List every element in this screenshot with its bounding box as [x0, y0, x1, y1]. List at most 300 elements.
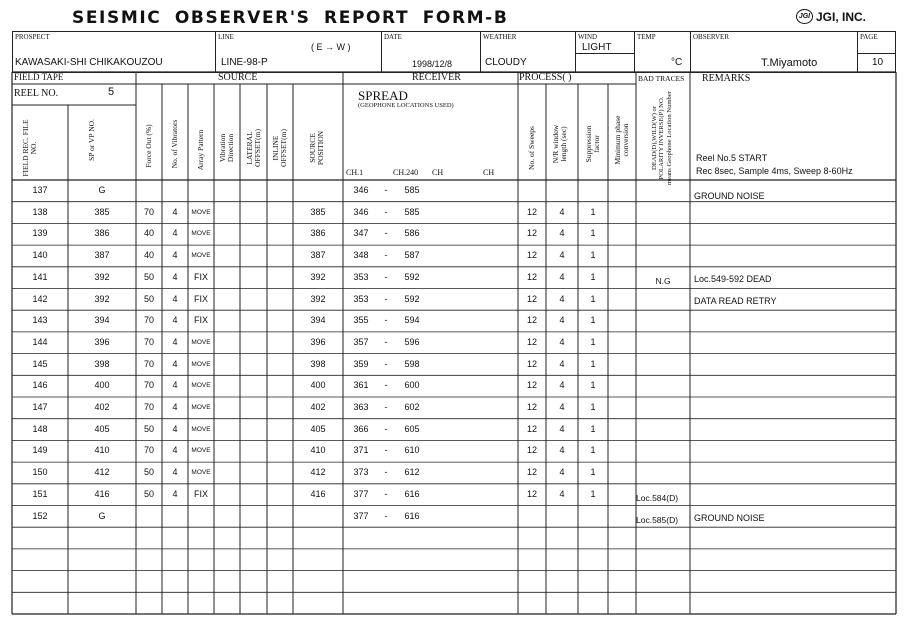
cell-ch240	[395, 549, 429, 571]
cell-remark	[694, 247, 894, 269]
cell-file: 151	[32, 488, 48, 499]
cell-sp: 412	[94, 467, 110, 478]
cell-pos: 385	[310, 206, 326, 217]
cell-vib	[162, 506, 188, 528]
table-row	[0, 592, 911, 614]
cell-sp: 402	[94, 402, 110, 412]
cell-arr: MOVE	[191, 252, 211, 260]
cell-sp: 416	[94, 488, 110, 499]
cell-ch240: 596	[404, 336, 420, 347]
cell-force: 40	[143, 250, 154, 261]
cell-sup: 1	[590, 315, 596, 326]
cell-file: 146	[32, 380, 48, 391]
cell-sp: 386	[94, 228, 110, 239]
cell-pos: 387	[310, 250, 326, 261]
cell-sw	[518, 506, 546, 528]
cell-sw	[518, 549, 546, 571]
cell-sup	[578, 549, 608, 571]
cell-dash: -	[384, 402, 388, 412]
cell-sup	[578, 592, 608, 614]
cell-sw	[518, 527, 546, 549]
table-row	[0, 332, 911, 354]
cell-sw: 12	[526, 488, 537, 499]
cell-ch1: 353	[353, 293, 369, 304]
cell-file	[12, 527, 68, 549]
cell-remark	[694, 204, 894, 226]
cell-sup: 1	[590, 423, 596, 434]
cell-nr	[546, 527, 578, 549]
cell-pos	[293, 527, 343, 549]
cell-ch1	[345, 527, 377, 549]
prospect-label: PROSPECT	[15, 33, 50, 41]
cell-arr: MOVE	[191, 382, 211, 390]
cell-dash: -	[384, 380, 388, 391]
col-vibration-direction: Vibration Direction	[218, 133, 235, 163]
cell-pos: 416	[310, 488, 326, 499]
cell-vib: 4	[172, 467, 178, 478]
cell-sup: 1	[590, 206, 596, 217]
line-value: LINE-98-P	[221, 57, 268, 68]
cell-pos: 405	[310, 423, 326, 434]
cell-pos: 410	[310, 445, 326, 456]
table-row	[0, 180, 911, 202]
col-inline-offset: INLINE OFFSET(m)	[271, 129, 288, 167]
cell-remark	[694, 334, 894, 356]
cell-ch1: 371	[353, 445, 369, 456]
cell-sp: 396	[94, 336, 110, 347]
weather-label: WEATHER	[483, 33, 517, 41]
cell-force: 50	[143, 467, 154, 478]
cell-ch240: 587	[404, 250, 420, 261]
cell-force: 70	[143, 402, 154, 412]
reel-label: REEL NO.	[14, 88, 59, 99]
spread-label: SPREAD	[358, 88, 408, 103]
cell-vib: 4	[172, 423, 178, 434]
form-title: SEISMIC OBSERVER'S REPORT FORM-B	[72, 8, 509, 28]
cell-sw	[518, 180, 546, 202]
cell-ch1: 377	[353, 510, 369, 521]
prospect-value: KAWASAKI-SHI CHIKAKOUZOU	[15, 57, 163, 68]
cell-vib	[162, 527, 188, 549]
cell-force	[136, 592, 162, 614]
cell-file: 140	[32, 250, 48, 261]
cell-dash: -	[384, 423, 388, 434]
cell-sup: 1	[590, 250, 596, 261]
table-row	[0, 397, 911, 419]
cell-pos: 402	[310, 402, 326, 412]
cell-ch240: 594	[404, 315, 420, 326]
cell-sup: 1	[590, 271, 596, 282]
cell-dash: -	[384, 250, 388, 261]
cell-sp: 405	[94, 423, 110, 434]
cell-ch1: 366	[353, 423, 369, 434]
cell-ch1: 377	[353, 488, 369, 499]
cell-remark	[694, 225, 894, 247]
cell-ch1: 347	[353, 228, 369, 239]
page-label: PAGE	[860, 33, 878, 41]
cell-remark	[694, 464, 894, 486]
cell-ch240: 612	[404, 467, 420, 478]
cell-bad: Loc.585(D)	[636, 514, 679, 525]
cell-dash: -	[384, 315, 388, 326]
cell-vib: 4	[172, 358, 178, 369]
company-name: JGI, INC.	[816, 9, 867, 24]
cell-ch240: 598	[404, 358, 420, 369]
cell-force: 50	[143, 293, 154, 304]
cell-ch1	[345, 549, 377, 571]
cell-ch1: 348	[353, 250, 369, 261]
cell-sp	[68, 549, 136, 571]
cell-sp	[68, 527, 136, 549]
cell-pos	[293, 506, 343, 528]
cell-sp: 398	[94, 358, 110, 369]
table-row	[0, 462, 911, 484]
cell-sup: 1	[590, 488, 596, 499]
cell-vib: 4	[172, 293, 178, 304]
cell-nr: 4	[559, 228, 565, 239]
cell-vib: 4	[172, 445, 178, 456]
col-field-rec: FIELD REC. FILE NO.	[21, 119, 38, 177]
cell-dash: -	[384, 445, 388, 456]
page-value: 10	[872, 57, 884, 68]
cell-bad: Loc.584(D)	[636, 492, 679, 503]
cell-ch240: 605	[404, 423, 420, 434]
cell-dash: -	[384, 206, 388, 217]
cell-vib: 4	[172, 380, 178, 391]
cell-sw: 12	[526, 358, 537, 369]
cell-nr: 4	[559, 336, 565, 347]
cell-ch240: 600	[404, 380, 420, 391]
cell-vib: 4	[172, 488, 178, 499]
table-row	[0, 506, 911, 528]
cell-nr: 4	[559, 423, 565, 434]
cell-nr: 4	[559, 250, 565, 261]
temp-label: TEMP	[637, 33, 656, 41]
cell-force: 50	[143, 423, 154, 434]
remarks-header-line2: Rec 8sec, Sample 4ms, Sweep 8-60Hz	[696, 166, 853, 176]
cell-ch240: 602	[404, 402, 420, 412]
col-array-pattern: Array Pattern	[196, 129, 205, 171]
cell-arr: FIX	[193, 315, 208, 326]
cell-sp: 385	[94, 206, 110, 217]
cell-pos: 394	[310, 315, 326, 326]
col-sweeps: No. of Sweeps	[527, 126, 536, 170]
cell-nr: 4	[559, 206, 565, 217]
cell-ch1	[345, 592, 377, 614]
cell-remark: GROUND NOISE	[694, 191, 765, 201]
table-row	[0, 549, 911, 571]
cell-sup: 1	[590, 467, 596, 478]
cell-ch240: 616	[404, 488, 420, 499]
cell-remark	[694, 594, 894, 616]
cell-nr	[546, 506, 578, 528]
cell-sp: 394	[94, 315, 110, 326]
cell-file: 143	[32, 315, 48, 326]
col-source-position: SOURCE POSITION	[308, 130, 325, 166]
table-row	[0, 527, 911, 549]
cell-force: 50	[143, 488, 154, 499]
cell-force: 70	[143, 445, 154, 456]
cell-sup	[578, 180, 608, 202]
cell-dash: -	[384, 293, 388, 304]
cell-file: 152	[32, 510, 48, 521]
cell-sw	[518, 592, 546, 614]
cell-force: 70	[143, 358, 154, 369]
cell-force: 70	[143, 336, 154, 347]
cell-nr: 4	[559, 271, 565, 282]
cell-sw: 12	[526, 380, 537, 391]
cell-ch240: 610	[404, 445, 420, 456]
cell-nr	[546, 180, 578, 202]
cell-sup: 1	[590, 445, 596, 456]
cell-pos: 398	[310, 358, 326, 369]
cell-arr	[188, 180, 214, 202]
cell-file: 148	[32, 423, 48, 434]
table-row	[0, 354, 911, 376]
cell-file: 139	[32, 228, 48, 239]
table-row	[0, 289, 911, 311]
cell-file	[12, 592, 68, 614]
cell-arr: MOVE	[191, 425, 211, 433]
cell-file	[12, 549, 68, 571]
cell-arr	[188, 571, 214, 593]
cell-nr: 4	[559, 293, 565, 304]
cell-ch240	[395, 571, 429, 593]
cell-sw: 12	[526, 445, 537, 456]
cell-pos: 412	[310, 467, 326, 478]
cell-ch1: 373	[353, 467, 369, 478]
cell-ch1: 357	[353, 336, 369, 347]
table-row	[0, 310, 911, 332]
table-row	[0, 571, 911, 593]
cell-pos	[293, 549, 343, 571]
cell-ch1: 359	[353, 358, 369, 369]
cell-vib: 4	[172, 402, 178, 412]
col-suppression: Suppression factor	[584, 125, 601, 163]
process-section-label: PROCESS( )	[519, 72, 572, 83]
bad-traces-label: BAD TRACES	[638, 74, 685, 83]
receiver-section-label: RECEIVER	[412, 72, 461, 83]
ch-label-b: CH	[483, 168, 495, 177]
line-direction: ( E → W )	[311, 42, 351, 52]
cell-dash	[377, 571, 395, 593]
weather-value: CLOUDY	[485, 57, 527, 68]
cell-force	[136, 571, 162, 593]
jgi-logo-icon: JGI	[796, 9, 813, 24]
cell-sp: 392	[94, 293, 110, 304]
cell-nr	[546, 571, 578, 593]
cell-arr: MOVE	[191, 469, 211, 477]
ch1-label: CH.1	[346, 168, 364, 177]
cell-sup: 1	[590, 336, 596, 347]
spread-sublabel: (GEOPHONE LOCATIONS USED)	[358, 102, 454, 109]
cell-pos: 392	[310, 271, 326, 282]
cell-sp: 387	[94, 250, 110, 261]
col-min-phase: Minimum phase conversion	[613, 115, 630, 165]
cell-vib: 4	[172, 206, 178, 217]
cell-force: 70	[143, 206, 154, 217]
cell-sp: G	[98, 185, 106, 195]
line-label: LINE	[218, 33, 234, 41]
cell-dash: -	[384, 228, 388, 239]
table-row	[0, 223, 911, 245]
cell-dash: -	[384, 185, 388, 195]
cell-remark	[694, 442, 894, 464]
cell-remark: GROUND NOISE	[694, 512, 765, 523]
cell-sp: G	[98, 510, 106, 521]
cell-vib: 4	[172, 271, 178, 282]
cell-arr: MOVE	[191, 360, 211, 368]
cell-force	[136, 506, 162, 528]
date-label: DATE	[384, 33, 402, 41]
cell-arr	[188, 527, 214, 549]
cell-ch240: 616	[404, 510, 420, 521]
observer-label: OBSERVER	[693, 33, 730, 41]
cell-sw: 12	[526, 228, 537, 239]
cell-remark: DATA READ RETRY	[694, 295, 777, 306]
cell-arr: MOVE	[191, 404, 211, 411]
col-sp-no: SP or VP NO.	[87, 119, 96, 161]
cell-file: 149	[32, 445, 48, 456]
cell-sp: 410	[94, 445, 110, 456]
cell-sup: 1	[590, 402, 596, 412]
date-value: 1998/12/8	[412, 59, 453, 69]
cell-nr: 4	[559, 445, 565, 456]
cell-remark	[694, 529, 894, 551]
cell-remark	[694, 573, 894, 595]
observer-value: T.Miyamoto	[761, 57, 818, 69]
cell-sup	[578, 571, 608, 593]
cell-dash	[377, 592, 395, 614]
cell-sp: 392	[94, 271, 110, 282]
ch240-label: CH.240	[393, 168, 419, 177]
cell-bad: N.G	[655, 275, 671, 286]
cell-vib: 4	[172, 315, 178, 326]
cell-vib	[162, 549, 188, 571]
cell-ch240: 592	[404, 271, 420, 282]
remarks-header-line1: Reel No.5 START	[696, 153, 768, 163]
cell-dash: -	[384, 467, 388, 478]
cell-vib: 4	[172, 250, 178, 261]
cell-arr: FIX	[193, 488, 208, 499]
cell-ch240	[395, 592, 429, 614]
cell-file: 147	[32, 402, 48, 412]
cell-nr: 4	[559, 402, 565, 412]
cell-sp	[68, 592, 136, 614]
col-force-out: Force Out (%)	[144, 124, 153, 168]
cell-nr: 4	[559, 488, 565, 499]
cell-pos	[293, 592, 343, 614]
cell-sp: 400	[94, 380, 110, 391]
cell-sw: 12	[526, 293, 537, 304]
col-vibrators: No. of Vibrators	[170, 119, 179, 169]
table-row	[0, 267, 911, 289]
cell-remark	[694, 399, 894, 421]
cell-vib	[162, 592, 188, 614]
table-row	[0, 375, 911, 397]
cell-dash: -	[384, 271, 388, 282]
cell-arr: FIX	[193, 293, 208, 304]
cell-remark	[694, 312, 894, 334]
cell-nr: 4	[559, 315, 565, 326]
cell-file: 138	[32, 206, 48, 217]
cell-vib	[162, 180, 188, 202]
cell-ch240: 585	[404, 185, 420, 195]
cell-arr: MOVE	[191, 208, 211, 216]
cell-remark	[694, 486, 894, 508]
cell-sup: 1	[590, 293, 596, 304]
table-row	[0, 245, 911, 267]
cell-arr: MOVE	[191, 338, 211, 346]
cell-remark	[694, 551, 894, 573]
cell-pos	[293, 571, 343, 593]
cell-sw: 12	[526, 423, 537, 434]
temp-unit: °C	[671, 57, 683, 68]
cell-pos: 396	[310, 336, 326, 347]
cell-ch240: 592	[404, 293, 420, 304]
cell-file: 144	[32, 336, 48, 347]
cell-sw: 12	[526, 250, 537, 261]
cell-force	[136, 180, 162, 202]
table-row	[0, 440, 911, 462]
cell-pos: 392	[310, 293, 326, 304]
cell-sw: 12	[526, 467, 537, 478]
cell-arr	[188, 549, 214, 571]
cell-sw	[518, 571, 546, 593]
cell-vib: 4	[172, 228, 178, 239]
cell-dash	[377, 549, 395, 571]
table-row	[0, 419, 911, 441]
reel-number: 5	[108, 86, 115, 98]
cell-file: 145	[32, 358, 48, 369]
cell-pos: 400	[310, 380, 326, 391]
cell-nr: 4	[559, 467, 565, 478]
cell-ch1: 353	[353, 271, 369, 282]
cell-nr: 4	[559, 380, 565, 391]
col-nr-window: N/R window length (sec)	[551, 124, 568, 164]
cell-file	[12, 571, 68, 593]
cell-dash	[377, 527, 395, 549]
cell-remark	[694, 421, 894, 443]
cell-arr: FIX	[193, 271, 208, 282]
ch-label-a: CH	[432, 168, 444, 177]
cell-arr	[188, 592, 214, 614]
cell-sw: 12	[526, 315, 537, 326]
field-tape-label: FIELD TAPE	[14, 72, 64, 82]
cell-pos	[293, 180, 343, 202]
cell-sw: 12	[526, 336, 537, 347]
cell-sup	[578, 506, 608, 528]
cell-nr: 4	[559, 358, 565, 369]
cell-force	[136, 527, 162, 549]
cell-remark	[694, 356, 894, 378]
cell-ch1	[345, 571, 377, 593]
cell-force: 50	[143, 271, 154, 282]
cell-sw: 12	[526, 206, 537, 217]
table-row	[0, 484, 911, 506]
table-row	[0, 202, 911, 224]
cell-force	[136, 549, 162, 571]
cell-sup: 1	[590, 358, 596, 369]
cell-file: 137	[32, 185, 48, 195]
cell-remark	[694, 377, 894, 399]
cell-file: 141	[32, 271, 48, 282]
cell-sp	[68, 571, 136, 593]
cell-file: 142	[32, 293, 48, 304]
cell-arr: MOVE	[191, 230, 211, 238]
cell-dash: -	[384, 510, 388, 521]
cell-ch1: 363	[353, 402, 369, 412]
